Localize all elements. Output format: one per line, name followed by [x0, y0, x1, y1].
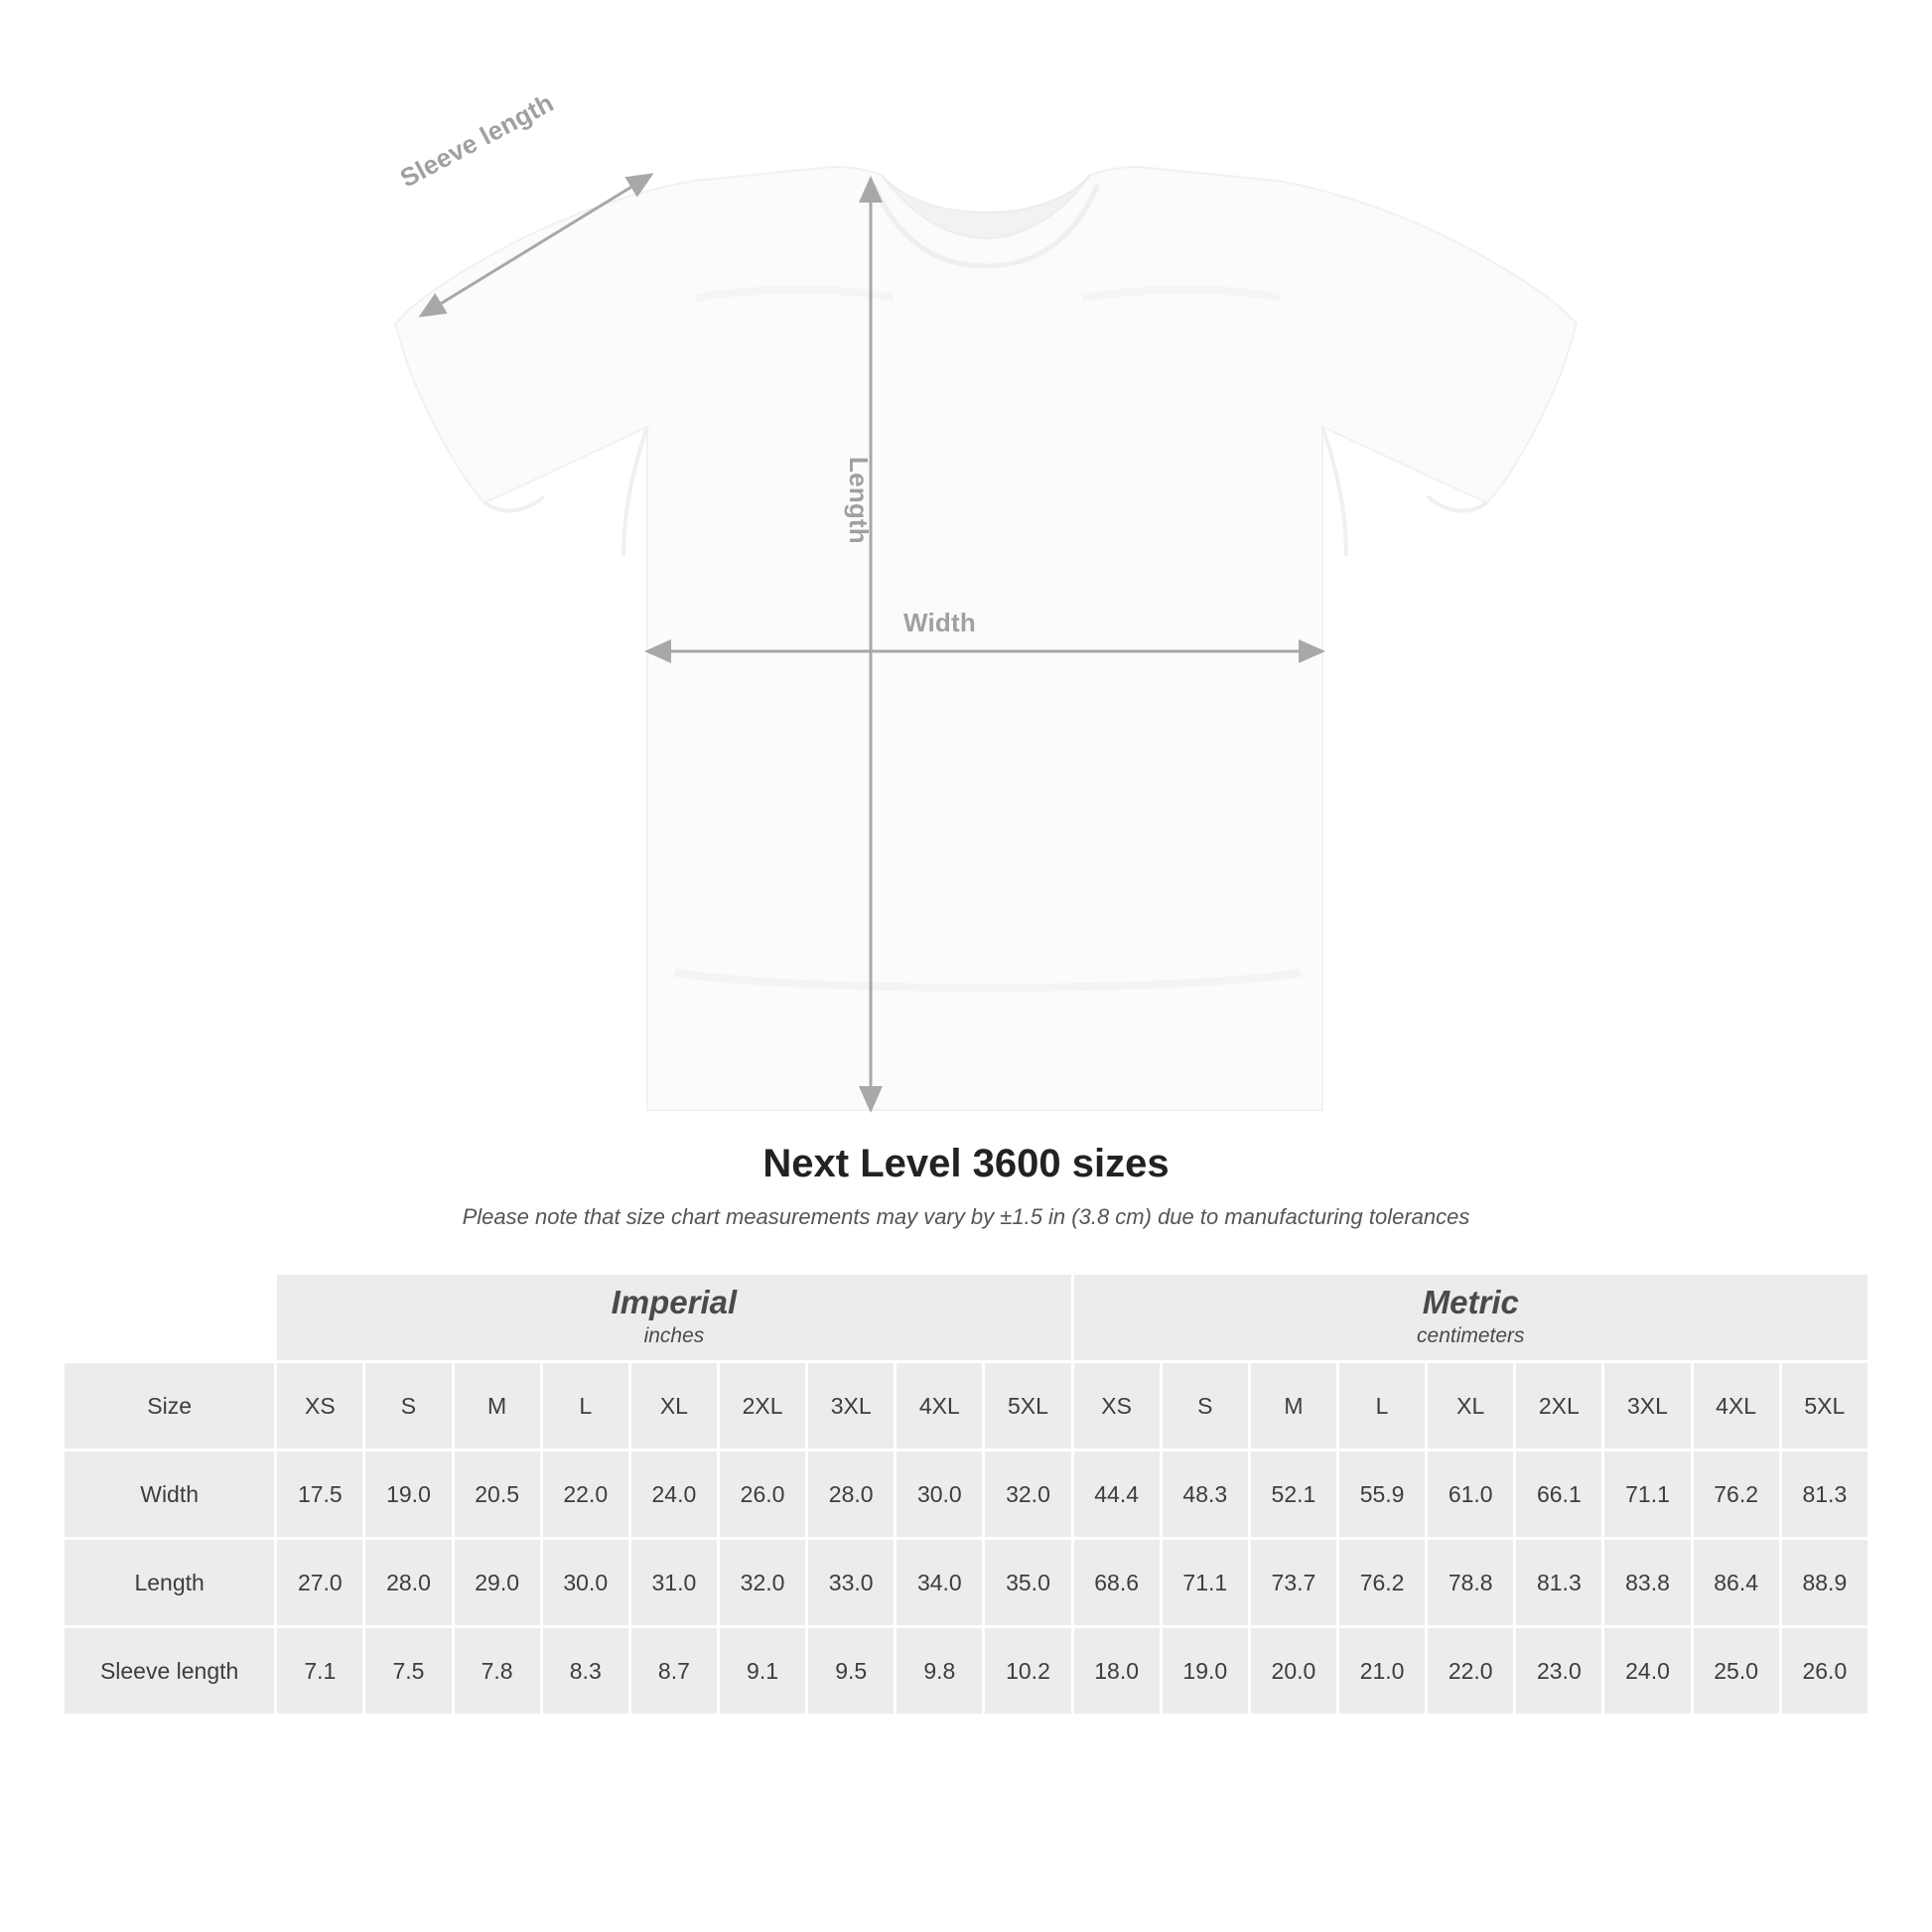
size-col-10: S: [1163, 1363, 1248, 1449]
cell: 71.1: [1163, 1540, 1248, 1625]
cell: 68.6: [1074, 1540, 1160, 1625]
cell: 32.0: [720, 1540, 805, 1625]
cell: 26.0: [720, 1451, 805, 1537]
row-label-width: Width: [65, 1451, 274, 1537]
cell: 20.0: [1251, 1628, 1336, 1714]
table-row: [65, 1628, 1867, 1714]
size-col-6: 3XL: [808, 1363, 894, 1449]
unit-header-row: [65, 1275, 1867, 1360]
size-col-17: 5XL: [1782, 1363, 1867, 1449]
unit-name-metric: Metric: [1422, 1284, 1519, 1321]
size-col-15: 3XL: [1604, 1363, 1690, 1449]
cell: 76.2: [1694, 1451, 1779, 1537]
cell: 24.0: [1604, 1628, 1690, 1714]
cell: 88.9: [1782, 1540, 1867, 1625]
cell: 52.1: [1251, 1451, 1336, 1537]
title-block: [0, 1142, 1932, 1230]
cell: 23.0: [1516, 1628, 1601, 1714]
cell: 81.3: [1516, 1540, 1601, 1625]
cell: 30.0: [543, 1540, 628, 1625]
cell: 28.0: [365, 1540, 451, 1625]
unit-name-imperial: Imperial: [611, 1284, 738, 1321]
size-col-7: 4XL: [897, 1363, 982, 1449]
cell: 22.0: [543, 1451, 628, 1537]
cell: 17.5: [277, 1451, 362, 1537]
size-col-5: 2XL: [720, 1363, 805, 1449]
cell: 18.0: [1074, 1628, 1160, 1714]
cell: 48.3: [1163, 1451, 1248, 1537]
length-label: Length: [844, 457, 874, 544]
size-col-13: XL: [1428, 1363, 1513, 1449]
cell: 29.0: [455, 1540, 540, 1625]
cell: 10.2: [985, 1628, 1070, 1714]
cell: 25.0: [1694, 1628, 1779, 1714]
size-col-16: 4XL: [1694, 1363, 1779, 1449]
corner-cell: [65, 1275, 274, 1360]
cell: 26.0: [1782, 1628, 1867, 1714]
size-col-12: L: [1339, 1363, 1425, 1449]
cell: 66.1: [1516, 1451, 1601, 1537]
size-header-row: [65, 1363, 1867, 1449]
cell: 9.8: [897, 1628, 982, 1714]
cell: 33.0: [808, 1540, 894, 1625]
cell: 28.0: [808, 1451, 894, 1537]
size-col-4: XL: [631, 1363, 717, 1449]
cell: 9.5: [808, 1628, 894, 1714]
size-col-11: M: [1251, 1363, 1336, 1449]
size-label-cell: Size: [65, 1363, 274, 1449]
size-col-14: 2XL: [1516, 1363, 1601, 1449]
page-title: Next Level 3600 sizes: [762, 1142, 1170, 1185]
cell: 8.7: [631, 1628, 717, 1714]
cell: 34.0: [897, 1540, 982, 1625]
size-col-1: S: [365, 1363, 451, 1449]
cell: 76.2: [1339, 1540, 1425, 1625]
cell: 7.5: [365, 1628, 451, 1714]
width-label: Width: [903, 608, 976, 637]
cell: 32.0: [985, 1451, 1070, 1537]
cell: 78.8: [1428, 1540, 1513, 1625]
cell: 35.0: [985, 1540, 1070, 1625]
cell: 19.0: [365, 1451, 451, 1537]
row-label-sleeve-length: Sleeve length: [65, 1628, 274, 1714]
table-row: [65, 1451, 1867, 1537]
unit-header-metric: [1074, 1275, 1867, 1360]
cell: 61.0: [1428, 1451, 1513, 1537]
cell: 31.0: [631, 1540, 717, 1625]
cell: 27.0: [277, 1540, 362, 1625]
table-row: [65, 1540, 1867, 1625]
cell: 7.1: [277, 1628, 362, 1714]
cell: 83.8: [1604, 1540, 1690, 1625]
size-col-9: XS: [1074, 1363, 1160, 1449]
cell: 71.1: [1604, 1451, 1690, 1537]
size-col-3: L: [543, 1363, 628, 1449]
cell: 44.4: [1074, 1451, 1160, 1537]
row-label-length: Length: [65, 1540, 274, 1625]
size-col-2: M: [455, 1363, 540, 1449]
cell: 86.4: [1694, 1540, 1779, 1625]
size-col-8: 5XL: [985, 1363, 1070, 1449]
cell: 73.7: [1251, 1540, 1336, 1625]
cell: 9.1: [720, 1628, 805, 1714]
cell: 22.0: [1428, 1628, 1513, 1714]
cell: 20.5: [455, 1451, 540, 1537]
cell: 8.3: [543, 1628, 628, 1714]
cell: 7.8: [455, 1628, 540, 1714]
cell: 21.0: [1339, 1628, 1425, 1714]
cell: 55.9: [1339, 1451, 1425, 1537]
size-col-0: XS: [277, 1363, 362, 1449]
size-chart-table-wrapper: [62, 1272, 1870, 1717]
unit-sub-metric: centimeters: [1417, 1324, 1525, 1348]
cell: 19.0: [1163, 1628, 1248, 1714]
unit-header-imperial: [277, 1275, 1070, 1360]
tolerance-note: Please note that size chart measurements may vary by ±1.5 in (3.8 cm) due to manufacturing tolerances: [462, 1204, 1470, 1229]
size-chart-table: [62, 1272, 1870, 1717]
cell: 81.3: [1782, 1451, 1867, 1537]
unit-sub-imperial: inches: [643, 1324, 705, 1348]
cell: 24.0: [631, 1451, 717, 1537]
cell: 30.0: [897, 1451, 982, 1537]
sleeve-length-label: Sleeve length: [395, 87, 559, 194]
